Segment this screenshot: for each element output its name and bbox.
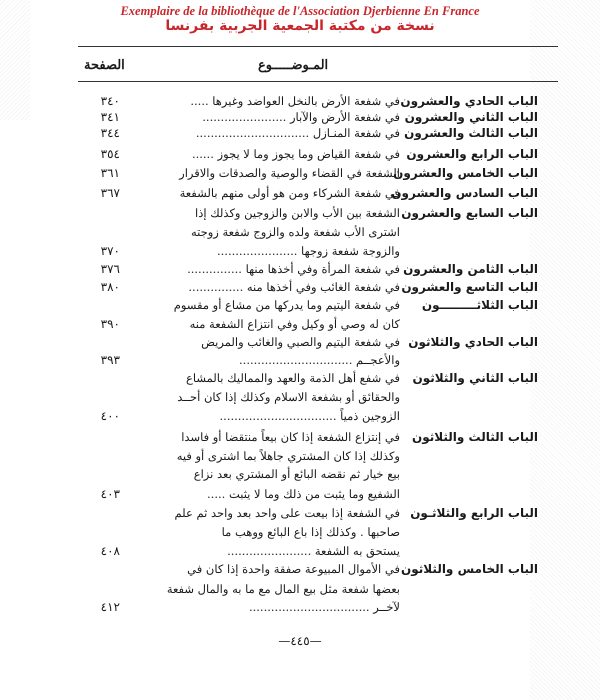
subject-line: في شفعة الشركاء ومن هو أولى منهم بالشفعة [179, 186, 400, 200]
subject-line: اشترى الأب شفعة ولده والزوج شفعة زوجته [190, 225, 400, 239]
chapter-title: الباب الرابع والثلاثـون [410, 506, 538, 520]
chapter-title: الباب الثالث والثلاثون [411, 430, 538, 444]
chapter-title: الباب الثلاثـــــــــون [421, 298, 538, 312]
page-reference: ٤١٢ [100, 600, 120, 614]
subject-line: في شفعة المرأة وفي أخذها منها ............... [187, 262, 400, 276]
chapter-title: الباب السادس والعشرون [391, 186, 538, 200]
subject-line: في شفعة اليتيم وما يدركها من مشاع أو مقسوم [173, 298, 400, 312]
library-stamp-arabic: نسخة من مكتبة الجمعية الجربية بفرنسا [165, 18, 435, 34]
chapter-title: الباب الخامس والثلاثون [401, 562, 538, 576]
scan-noise-right [530, 0, 600, 700]
page-reference: ٣٥٤ [100, 147, 120, 161]
subject-line: والحقائق أو بشفعة الاسلام وكذلك إذا كان أحــد [177, 390, 400, 404]
chapter-title: الباب الثالث والعشرون [404, 126, 538, 140]
chapter-title: الباب الثاني والثلاثون [412, 371, 538, 385]
page-reference: ٣٧٦ [100, 262, 120, 276]
page-reference: ٤٠٠ [100, 409, 120, 423]
page-reference: ٣٧٠ [100, 244, 120, 258]
subject-line: بيع خيار ثم نقضه البائع أو المشتري بعد نزاع [193, 467, 400, 481]
chapter-title: الباب الحادي والثلاثون [408, 335, 538, 349]
page-column-header: الصفحة [84, 58, 125, 73]
page-reference: ٣٩٣ [100, 353, 120, 367]
subject-line: كان له وصي أو وكيل وفي انتزاع الشفعة منه [189, 317, 400, 331]
subject-line: الشفعة بين الأب والابن والزوجين وكذلك إذا [195, 206, 400, 220]
page-reference: ٣٤٤ [100, 126, 120, 140]
subject-column-header: المـوضـــــوع [258, 58, 329, 73]
subject-line: يستحق به الشفعة ....................... [227, 544, 400, 558]
subject-line: الشفعة في القضاء والوصية والصدقات والاقرار [179, 166, 400, 180]
chapter-title: الباب السابع والعشرون [401, 206, 538, 220]
chapter-title: الباب الثامن والعشرون [403, 262, 538, 276]
chapter-title: الباب الثاني والعشرون [404, 110, 538, 124]
subject-line: الزوجين ذمياً ................................ [219, 409, 400, 423]
chapter-title: الباب التاسع والعشرون [401, 280, 538, 294]
page-number: —٤٤٥— [278, 634, 322, 648]
page-reference: ٣٤١ [100, 110, 120, 124]
subject-line: في شفعة المنـازل ............................... [195, 126, 400, 140]
chapter-title: الباب الخامس والعشرون [393, 166, 538, 180]
subject-line: والأعجــم ............................... [239, 353, 400, 367]
page-reference: ٣٩٠ [100, 317, 120, 331]
chapter-title: الباب الرابع والعشرون [406, 147, 538, 161]
page-reference: ٣٤٠ [100, 94, 120, 108]
subject-line: في شفعة الغائب وفي أخذها منه ............... [188, 280, 400, 294]
subject-line: في شفعة اليتيم والصبي والغائب والمريض [201, 335, 400, 349]
page-reference: ٣٨٠ [100, 280, 120, 294]
chapter-title: الباب الحادي والعشرون [400, 94, 538, 108]
page-reference: ٣٦٧ [100, 186, 120, 200]
subject-line: في شفعة الأرض والآبار ....................... [202, 110, 400, 124]
subject-line: في شفع أهل الذمة والعهد والمماليك بالمشاع [186, 371, 400, 385]
subject-line: بعضها شفعة مثل بيع المال مع ما به والمال شفعة [166, 582, 400, 596]
top-rule [78, 46, 558, 47]
subject-line: وكذلك إذا كان المشتري جاهلاً بما اشترى أو فيه [176, 449, 400, 463]
library-stamp-french: Exemplaire de la bibliothèque de l'Association Djerbienne En France [120, 4, 480, 18]
subject-line: في الشفعة إذا بيعت على واحد بعد واحد ثم علم [174, 506, 400, 520]
subject-line: صاحبها . وكذلك إذا باع البائع ووهب ما [221, 525, 400, 539]
subject-line: الشفيع وما يثبت من ذلك وما لا يثبت ..... [207, 487, 400, 501]
subject-line: في إنتزاع الشفعة إذا كان بيعاً منتقضا أو فاسدا [181, 430, 400, 444]
page-reference: ٣٦١ [100, 166, 120, 180]
page-reference: ٤٠٨ [100, 544, 120, 558]
page-reference: ٤٠٣ [100, 487, 120, 501]
header-rule [78, 81, 558, 82]
subject-line: والزوجة شفعة زوجها ...................... [216, 244, 400, 258]
subject-line: لآخــر ................................. [248, 600, 400, 614]
subject-line: في شفعة الأرض بالنخل العواضد وغيرها ..... [190, 94, 400, 108]
subject-line: في الأموال المبيوعة صفقة واحدة إذا كان في [187, 562, 400, 576]
subject-line: في شفعة القياض وما يجوز وما لا يجوز ...... [191, 147, 400, 161]
